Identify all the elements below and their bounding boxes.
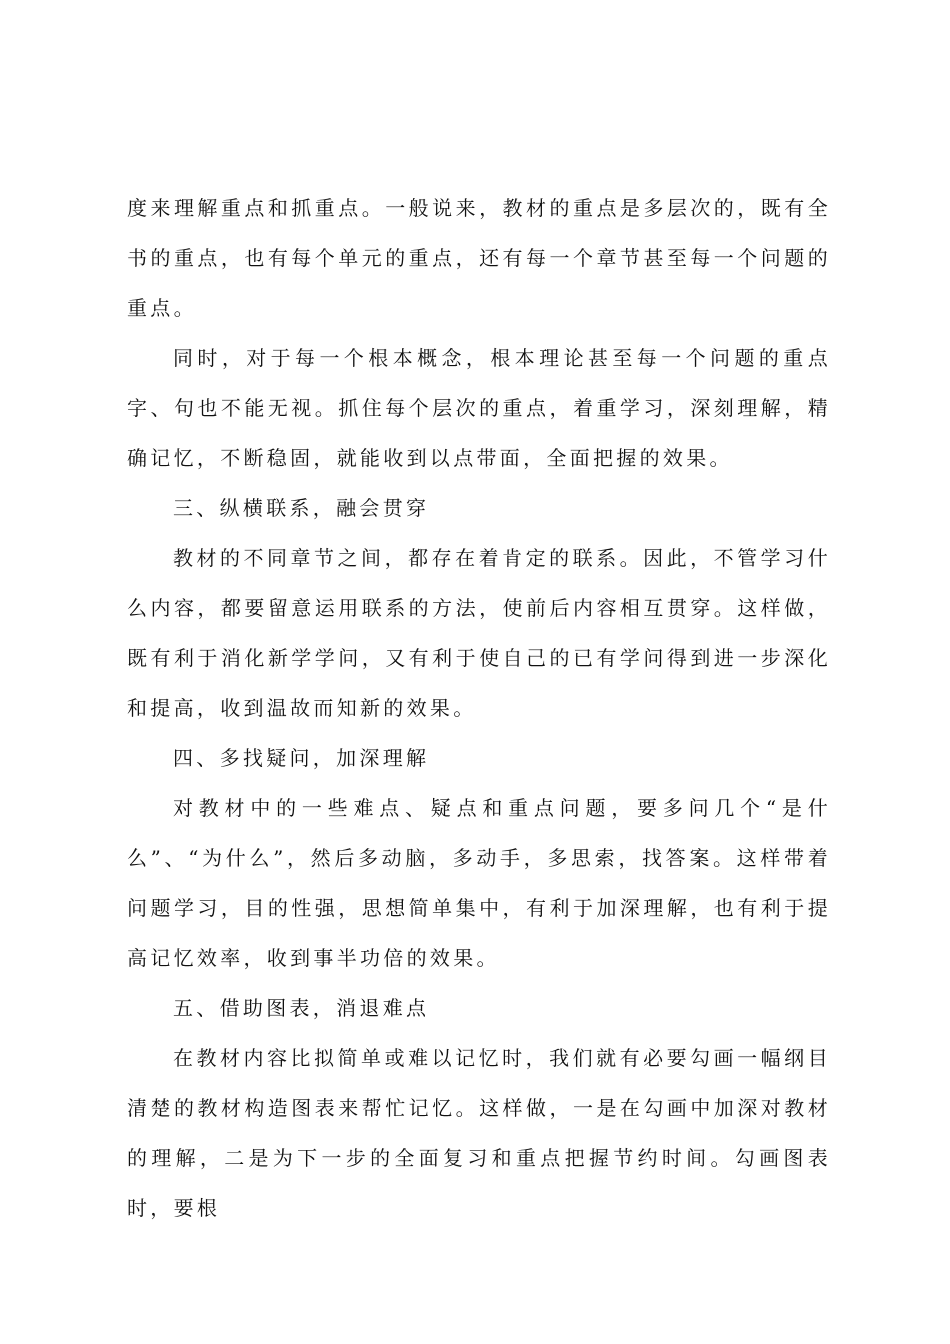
section-heading-5: 五、借助图表，消退难点 bbox=[173, 996, 430, 1020]
paragraph-key-points: 同时，对于每一个根本概念，根本理论甚至每一个问题的重点字、句也不能无视。抓住每个层次的重点，着重学习，深刻理解，精确记忆，不断稳固，就能收到以点带面，全面把握的效果。 bbox=[127, 346, 831, 470]
document-body bbox=[127, 183, 831, 1233]
paragraph-charts: 在教材内容比拟简单或难以记忆时，我们就有必要勾画一幅纲目清楚的教材构造图表来帮忙记忆。这样做，一是在勾画中加深对教材的理解，二是为下一步的全面复习和重点把握节约时间。勾画图表时，要根 bbox=[127, 1046, 831, 1220]
paragraph-continued: 度来理解重点和抓重点。一般说来，教材的重点是多层次的，既有全书的重点，也有每个单元的重点，还有每一个章节甚至每一个问题的重点。 bbox=[127, 196, 831, 320]
section-heading-3: 三、纵横联系，融会贯穿 bbox=[173, 496, 430, 520]
paragraph-questions: 对教材中的一些难点、疑点和重点问题，要多问几个“是什么”、“为什么”，然后多动脑，多动手，多思索，找答案。这样带着问题学习，目的性强，思想简单集中，有利于加深理解，也有利于提高记忆效率，收到事半功倍的效果。 bbox=[127, 796, 831, 970]
paragraph-connections: 教材的不同章节之间，都存在着肯定的联系。因此，不管学习什么内容，都要留意运用联系的方法，使前后内容相互贯穿。这样做，既有利于消化新学学问，又有利于使自己的已有学问得到进一步深化和提高，收到温故而知新的效果。 bbox=[127, 546, 831, 720]
section-heading-4: 四、多找疑问，加深理解 bbox=[173, 746, 430, 770]
